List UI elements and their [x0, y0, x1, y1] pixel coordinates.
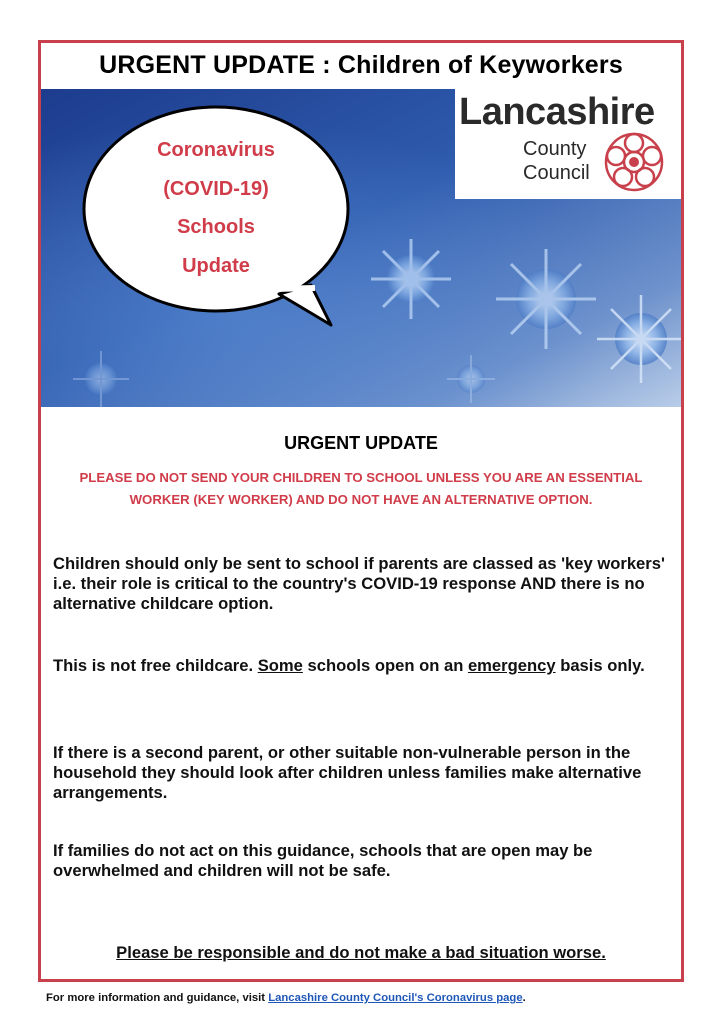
- logo-line: Council: [523, 162, 590, 184]
- bubble-line: Coronavirus: [157, 139, 275, 161]
- paragraph-free-childcare: [53, 653, 669, 679]
- logo-line: County: [523, 138, 587, 160]
- logo-subtitle: [523, 137, 590, 185]
- underlined-text: Some: [257, 656, 303, 675]
- logo-name: Lancashire: [459, 91, 655, 133]
- paragraph-key-workers: Children should only be sent to school if parents are classed as 'key workers' i.e. their role is critical to the country's COVID-19 response AND there is no alternative childcare option.: [53, 554, 665, 613]
- closing-statement: Please be responsible and do not make a bad situation worse.: [116, 943, 606, 962]
- bubble-line: Schools: [177, 216, 255, 238]
- section-heading: URGENT UPDATE: [284, 433, 438, 453]
- text-span: schools open on an: [302, 656, 468, 675]
- text-span: This is not free childcare.: [53, 656, 258, 675]
- virus-particle: [496, 249, 596, 349]
- red-rose-icon: [601, 129, 667, 195]
- underlined-text: emergency: [467, 656, 556, 675]
- paragraph-second-parent: If there is a second parent, or other suitable non-vulnerable person in the household they should look after children unless families make alternative arrangements.: [53, 743, 642, 802]
- bubble-line: (COVID-19): [163, 177, 269, 200]
- poster-frame: [38, 40, 684, 982]
- paragraph-guidance: If families do not act on this guidance, schools that are open may be overwhelmed and children will not be safe.: [53, 841, 593, 880]
- speech-bubble-text: [131, 131, 301, 285]
- footer-prefix: For more information and guidance, visit: [46, 992, 269, 1004]
- virus-particle: [371, 239, 451, 319]
- virus-banner: [41, 89, 681, 407]
- poster-title: URGENT UPDATE : Children of Keyworkers: [99, 51, 623, 79]
- footer-note: [46, 992, 526, 1004]
- coronavirus-page-link[interactable]: Lancashire County Council's Coronavirus page: [268, 992, 523, 1004]
- text-span: basis only.: [555, 656, 645, 675]
- bubble-line: Update: [182, 254, 250, 277]
- lancashire-logo: [455, 89, 681, 199]
- warning-text: PLEASE DO NOT SEND YOUR CHILDREN TO SCHOOL UNLESS YOU ARE AN ESSENTIAL WORKER (KEY WORKER) AND DO NOT HAVE AN ALTERNATIVE OPTION.: [79, 470, 643, 507]
- footer-suffix: .: [522, 992, 526, 1004]
